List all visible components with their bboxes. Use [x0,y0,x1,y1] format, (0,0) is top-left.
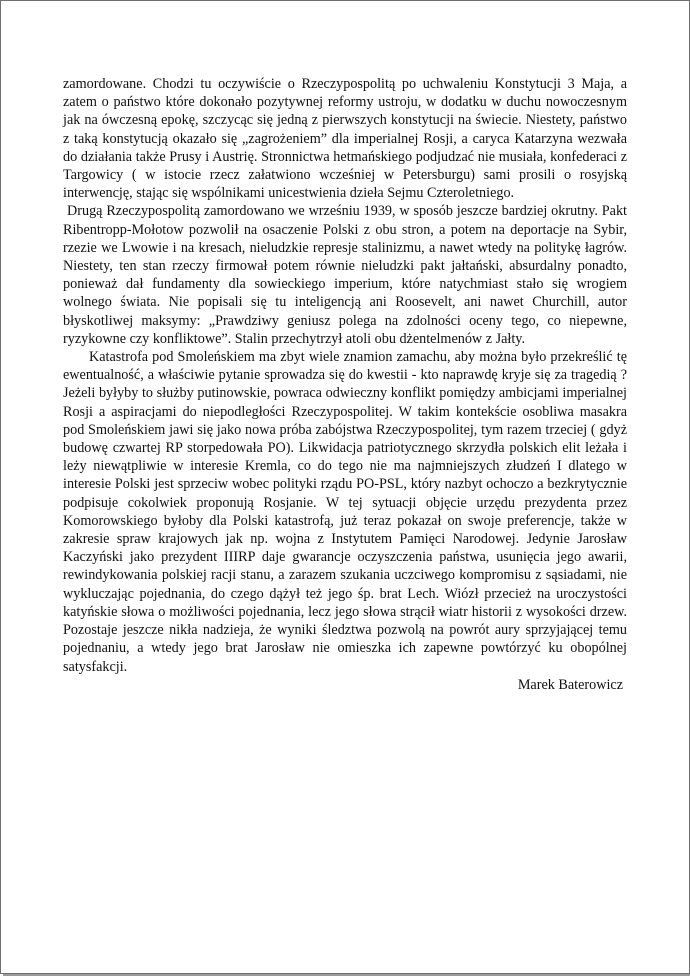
paragraph-2: Drugą Rzeczypospolitą zamordowano we wrześniu 1939, w sposób jeszcze bardziej okrutny. Pakt Ribentropp-Mołotow pozwolił na osaczenie Polski z obu stron, a potem na deportacje na Sybir, rzezie we Lwowie i na kresach, nieludzkie represje stalinizmu, a nawet wtedy na politykę łagrów. Niestety, ten stan rzeczy firmował potem równie nieludzki pakt jałtański, absurdalny ponadto, ponieważ dał fundamenty dla sowieckiego imperium, które natychmiast stało się wrogiem wolnego świata. Nie popisali się tu inteligencją ani Roosevelt, ani nawet Churchill, autor błyskotliwej maksymy: „Prawdziwy geniusz polega na zdolności oceny tego, co niepewne, ryzykowne czy konfliktowe”. Stalin przechytrzył atoli obu dżentelmenów z Jałty. [63,203,627,347]
paragraph-3: Katastrofa pod Smoleńskiem ma zbyt wiele znamion zamachu, aby można było przekreślić tę ewentualność, a właściwie pytanie sprowadza się do kwestii - kto naprawdę kryje się za tragedią ? Jeżeli byłyby to służby putinowskie, powraca odwieczny konflikt pomiędzy ambicjami imperialnej Rosji a aspiracjami do niepodległości Rzeczypospolitej. W takim kontekście osobliwa masakra pod Smoleńskiem jawi się jako nowa próba zabójstwa Rzeczypospolitej, tym razem trzeciej ( gdyż budowę czwartej RP storpedowała PO). Likwidacja patriotycznego skrzydła polskich elit leżała i leży niewątpliwie w interesie Kremla, co do tego nie ma najmniejszych złudzeń I dlatego w interesie Polski jest sprzeciw wobec polityki rządu PO-PSL, który nazbyt ochoczo a bezkrytycznie podpisuje cokolwiek proponują Rosjanie. W tej sytuacji objęcie urzędu prezydenta przez Komorowskiego byłoby dla Polski katastrofą, już teraz pokazał on swoje preferencje, także w zakresie spraw krajowych jak np. wojna z Instytutem Pamięci Narodowej. Jedynie Jarosław Kaczyński jako prezydent IIIRP daje gwarancje oczyszczenia państwa, usunięcia jego awarii, rewindykowania polskiej racji stanu, a zarazem szukania uczciwego kompromisu z sąsiadami, nie wykluczając pojednania, do czego dążył też jego śp. brat Lech. Wiózł przecież na uroczystości katyńskie słowa o możliwości pojednania, lecz jego słowa strącił wiatr historii z wysokości drzew. Pozostaje jeszcze nikła nadzieja, że wyniki śledztwa pozwolą na powrót aury sprzyjającej temu pojednaniu, a wtedy jego brat Jarosław nie omieszka ich zapewne powtórzyć ku obopólnej satysfakcji. [63,349,627,675]
paragraph-1: zamordowane. Chodzi tu oczywiście o Rzeczypospolitą po uchwaleniu Konstytucji 3 Maja, a zatem o państwo które dokonało pozytywnej reformy ustroju, w dodatku w duchu nowoczesnym jak na ówczesną epokę, szczycąc się jedną z pierwszych konstytucji na świecie. Niestety, państwo z taką konstytucją okazało się „zagrożeniem” dla imperialnej Rosji, a caryca Katarzyna wezwała do działania także Prusy i Austrię. Stronnictwa hetmańskiego podjudzać nie musiała, konfederaci z Targowicy ( w istocie rzecz załatwiono wcześniej w Petersburgu) sami prosili o rosyjską interwencję, stając się wspólnikami unicestwienia dzieła Sejmu Czteroletniego. [63,76,627,202]
author-signature: Marek Baterowicz [517,676,623,693]
article-body [63,75,627,694]
